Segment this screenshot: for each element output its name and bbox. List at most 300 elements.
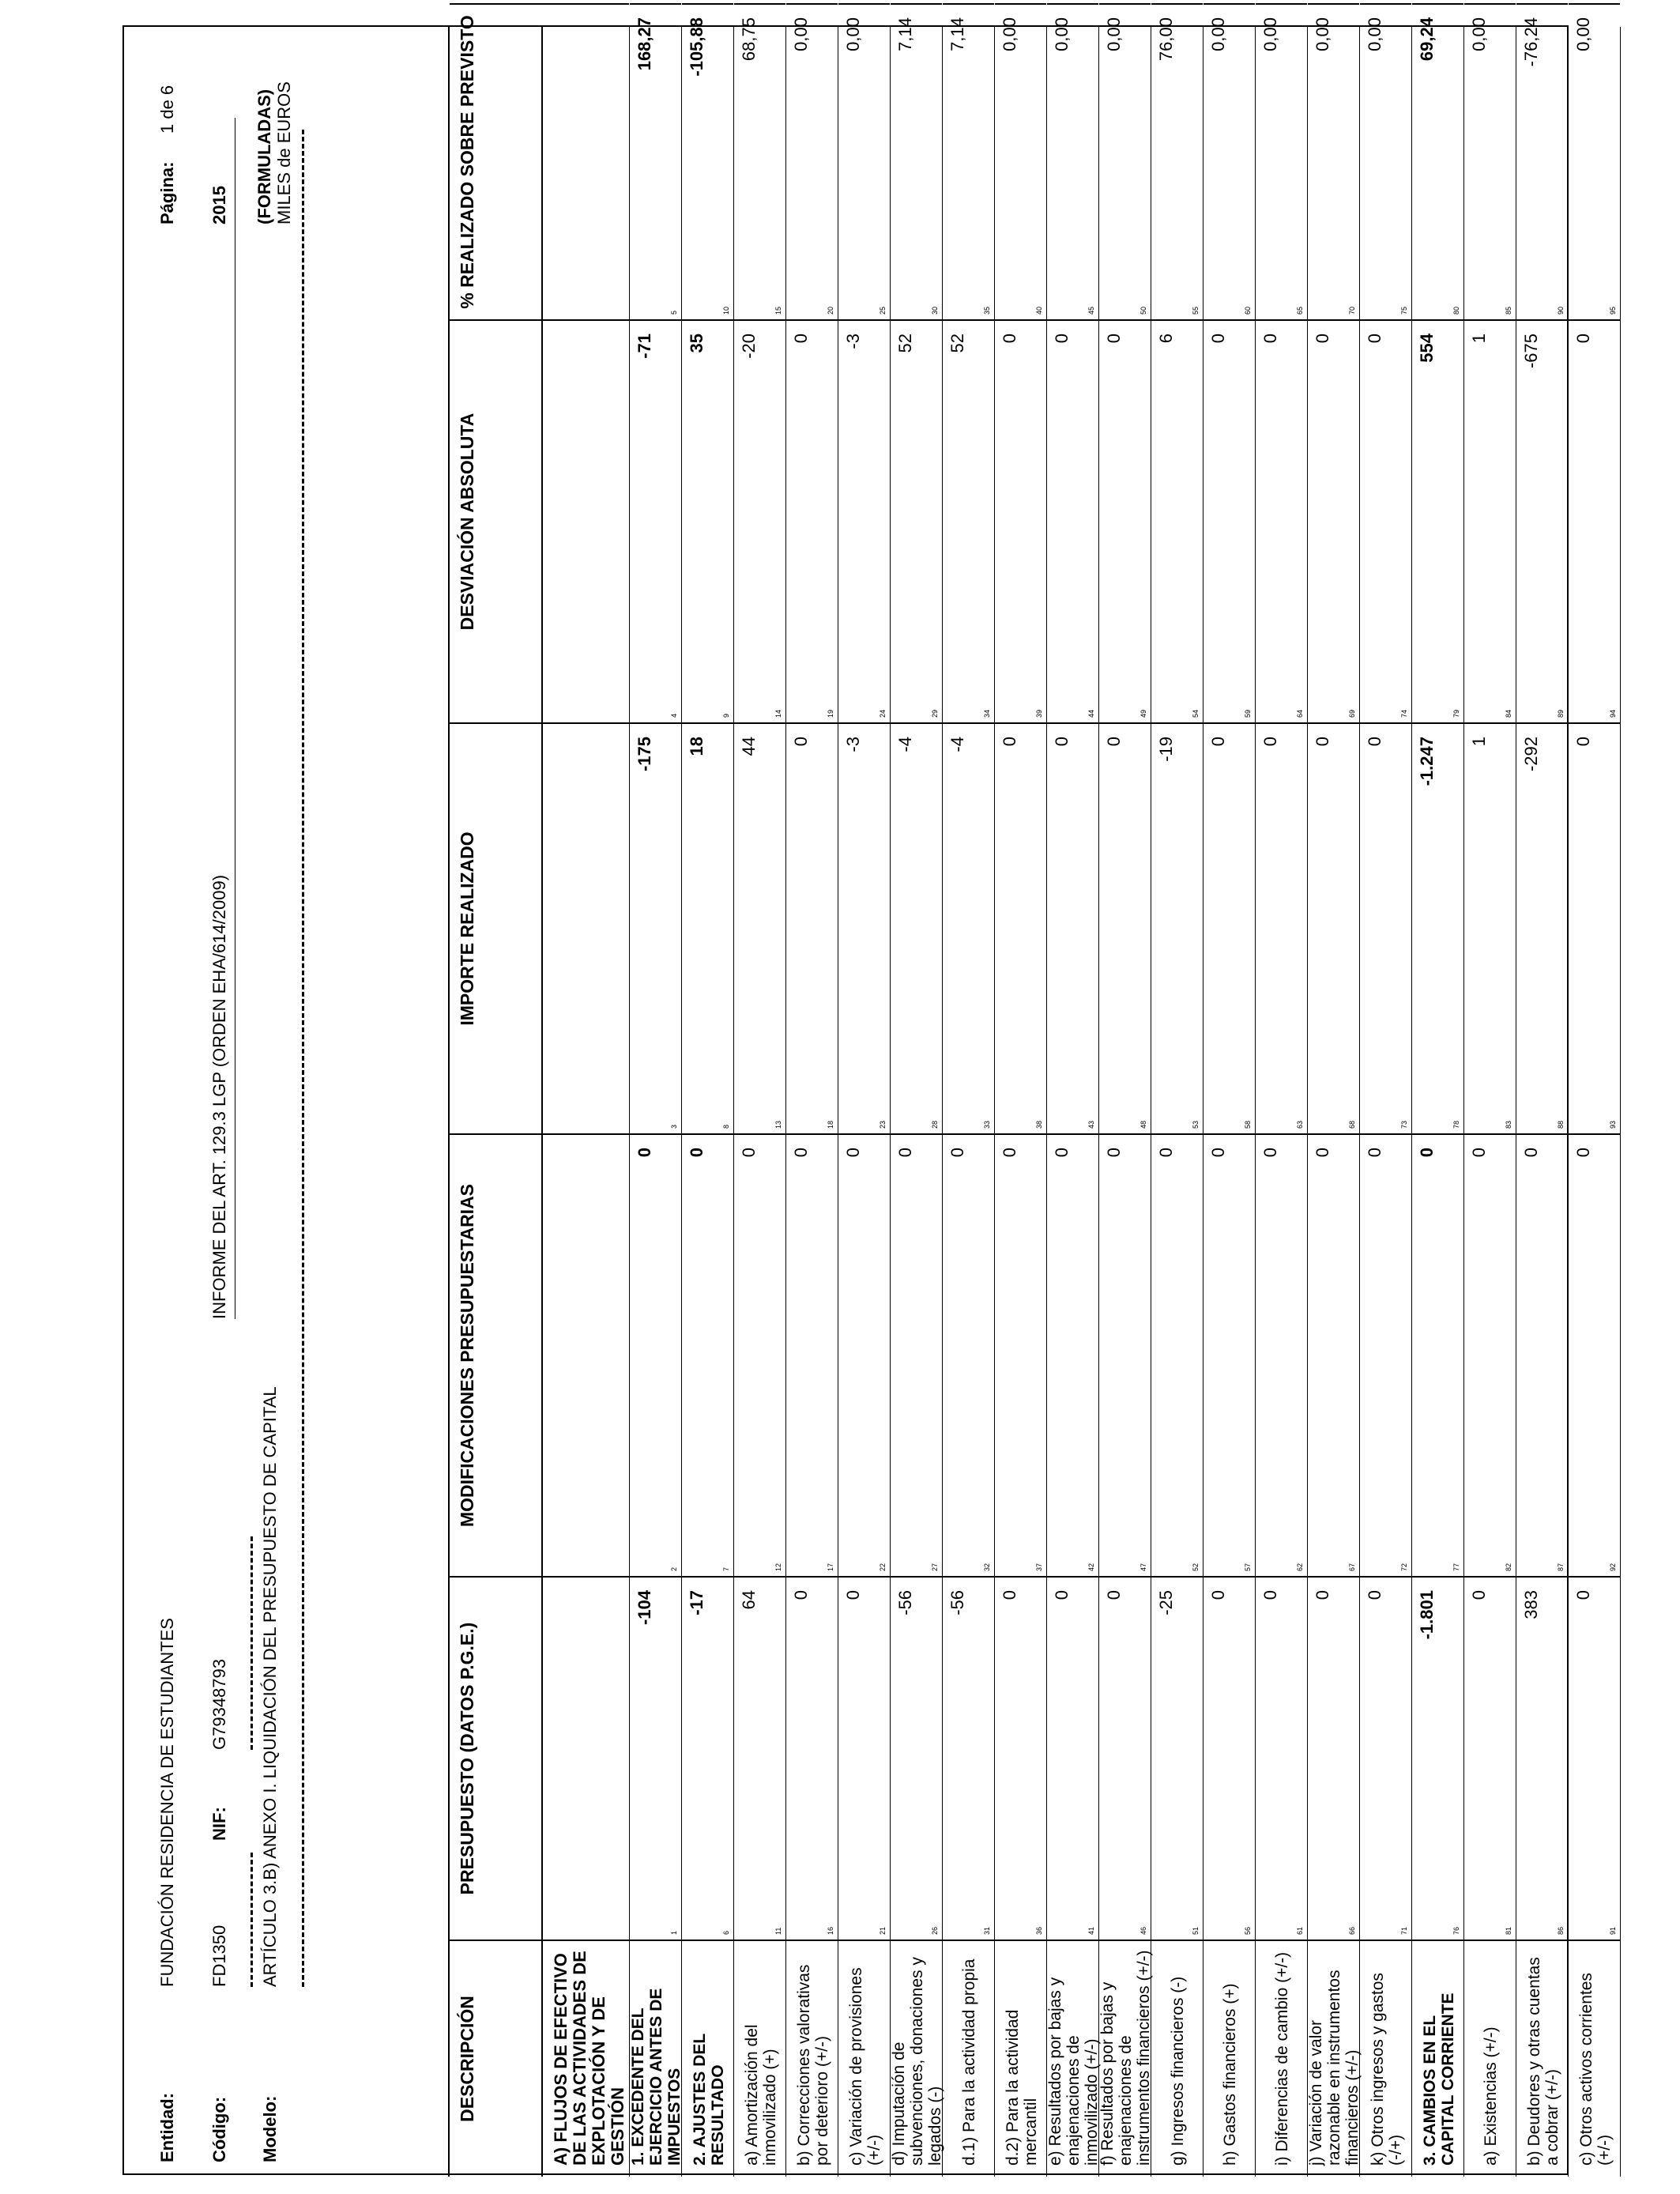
row-line-number: 1 bbox=[670, 1930, 678, 1935]
row-line-number: 41 bbox=[1087, 1926, 1095, 1935]
row-description bbox=[682, 1940, 733, 2177]
table-row bbox=[1360, 17, 1412, 2177]
row-line-number: 17 bbox=[827, 1563, 834, 1571]
row-line-number: 63 bbox=[1296, 1120, 1304, 1129]
row-line-number: 66 bbox=[1348, 1926, 1356, 1935]
entidad-label: Entidad: bbox=[157, 2093, 177, 2162]
presupuesto-value bbox=[1569, 1576, 1620, 1940]
row-line-number: 79 bbox=[1452, 709, 1460, 718]
row-line-number: 33 bbox=[983, 1120, 991, 1129]
row-line-number: 21 bbox=[879, 1926, 887, 1935]
row-line-number: 59 bbox=[1244, 709, 1252, 718]
presupuesto-value bbox=[734, 1576, 785, 1940]
row-description bbox=[1464, 1940, 1516, 2177]
desviacion-value bbox=[1412, 319, 1463, 722]
modificaciones-value-text: 0 bbox=[791, 1148, 811, 1158]
causa-value bbox=[1099, 0, 1151, 3]
desviacion-value-text: 52 bbox=[895, 334, 915, 353]
row-line-number: 95 bbox=[1609, 306, 1617, 315]
causa-value bbox=[1360, 0, 1411, 3]
table-header bbox=[448, 15, 543, 2177]
presupuesto-value-text: 0 bbox=[1260, 1590, 1280, 1600]
row-description bbox=[1256, 1940, 1307, 2177]
importe-value-text: 1 bbox=[1469, 737, 1489, 747]
row-line-number: 70 bbox=[1348, 306, 1356, 315]
nif-label: NIF: bbox=[209, 1807, 229, 1841]
row-line-number: 50 bbox=[1139, 306, 1147, 315]
modificaciones-value bbox=[734, 1133, 785, 1576]
row-line-number: 64 bbox=[1296, 709, 1304, 718]
porcentaje-value-text: -76,24 bbox=[1521, 17, 1541, 67]
porcentaje-value bbox=[682, 3, 733, 319]
row-line-number: 28 bbox=[931, 1120, 939, 1129]
importe-value bbox=[1256, 722, 1307, 1133]
presupuesto-value bbox=[1256, 1576, 1307, 1940]
desviacion-value bbox=[1047, 319, 1098, 722]
rotated-page-content bbox=[124, 15, 1617, 2177]
row-description bbox=[1099, 1940, 1151, 2177]
modificaciones-value bbox=[682, 1133, 733, 1576]
causa-value bbox=[1047, 0, 1098, 3]
row-line-number: 58 bbox=[1244, 1120, 1252, 1129]
importe-value-text: 0 bbox=[1208, 737, 1228, 747]
section-empty-cell bbox=[543, 319, 629, 722]
porcentaje-value-text: 68,75 bbox=[739, 17, 759, 62]
porcentaje-value bbox=[943, 3, 994, 319]
section-empty-cell bbox=[543, 1133, 629, 1576]
row-line-number: 24 bbox=[879, 709, 887, 718]
row-description-text: 1. EXCEDENTE DEL EJERCICIO ANTES DE IMPUESTOS bbox=[629, 1988, 684, 2166]
row-description bbox=[1203, 1940, 1255, 2177]
presupuesto-value bbox=[1203, 1576, 1255, 1940]
row-line-number: 74 bbox=[1400, 709, 1408, 718]
table-row bbox=[1046, 17, 1101, 2177]
desviacion-value-text: 0 bbox=[1313, 334, 1332, 344]
presupuesto-value bbox=[682, 1576, 733, 1940]
row-line-number: 5 bbox=[670, 310, 678, 315]
causa-value bbox=[838, 0, 890, 3]
section-title: A) FLUJOS DE EFECTIVO DE LAS ACTIVIDADES DE EXPLOTACIÓN Y DE GESTIÓN bbox=[543, 1940, 629, 2177]
modificaciones-value-text: 0 bbox=[1313, 1148, 1332, 1158]
presupuesto-value-text: 0 bbox=[1313, 1590, 1332, 1600]
importe-value-text: 18 bbox=[687, 737, 706, 756]
desviacion-value-text: 1 bbox=[1469, 334, 1489, 344]
nif-dash-line bbox=[250, 1536, 253, 1750]
porcentaje-value bbox=[891, 3, 942, 319]
row-line-number: 82 bbox=[1505, 1563, 1512, 1571]
porcentaje-value bbox=[1099, 3, 1151, 319]
presupuesto-value bbox=[786, 1576, 838, 1940]
presupuesto-value-text: 0 bbox=[1365, 1590, 1384, 1600]
porcentaje-value bbox=[1151, 3, 1203, 319]
modificaciones-value bbox=[995, 1133, 1046, 1576]
row-description-text: 3. CAMBIOS EN EL CAPITAL CORRIENTE bbox=[1420, 1992, 1457, 2166]
modificaciones-value-text: 0 bbox=[1104, 1148, 1124, 1158]
porcentaje-value-text: 0,00 bbox=[1000, 17, 1019, 51]
porcentaje-value-text: 0,00 bbox=[1260, 17, 1280, 51]
importe-value-text: -175 bbox=[635, 737, 654, 772]
section-empty-cell bbox=[543, 1576, 629, 1940]
porcentaje-value-text: -105,88 bbox=[687, 17, 706, 77]
presupuesto-value bbox=[1360, 1576, 1411, 1940]
table-row bbox=[943, 17, 995, 2177]
desviacion-value-text: 554 bbox=[1417, 334, 1437, 363]
row-description-text: d.2) Para la actividad mercantil bbox=[1003, 2009, 1040, 2166]
modificaciones-value bbox=[1151, 1133, 1203, 1576]
col-header-importe: IMPORTE REALIZADO bbox=[450, 722, 543, 1133]
row-line-number: 57 bbox=[1244, 1563, 1252, 1571]
desviacion-value bbox=[1203, 319, 1255, 722]
importe-value bbox=[682, 722, 733, 1133]
row-description bbox=[1307, 1940, 1362, 2177]
porcentaje-value-text: 0,00 bbox=[1104, 17, 1124, 51]
table-row bbox=[890, 17, 944, 2177]
porcentaje-value bbox=[1256, 3, 1307, 319]
row-description-text: j) Variación de valor razonable en instrumentos financieros (+/-) bbox=[1307, 1970, 1362, 2166]
modificaciones-value bbox=[1256, 1133, 1307, 1576]
importe-value bbox=[1464, 722, 1516, 1133]
table-row bbox=[1151, 17, 1203, 2177]
causa-value bbox=[1464, 0, 1516, 3]
causa-value bbox=[1412, 0, 1463, 3]
nif-value: G79348793 bbox=[209, 1659, 229, 1750]
row-line-number: 87 bbox=[1557, 1563, 1565, 1571]
desviacion-value bbox=[1464, 319, 1516, 722]
desviacion-value-text: 6 bbox=[1156, 334, 1176, 344]
porcentaje-value bbox=[630, 3, 681, 319]
row-line-number: 16 bbox=[827, 1926, 834, 1935]
presupuesto-value-text: -104 bbox=[635, 1590, 654, 1626]
codigo-value: FD1350 bbox=[209, 1924, 229, 1987]
modificaciones-value-text: 0 bbox=[1521, 1148, 1541, 1158]
importe-value bbox=[838, 722, 890, 1133]
row-line-number: 43 bbox=[1087, 1120, 1095, 1129]
col-header-desviacion: DESVIACIÓN ABSOLUTA bbox=[450, 319, 543, 722]
row-line-number: 61 bbox=[1296, 1926, 1304, 1935]
row-description bbox=[995, 1940, 1046, 2177]
desviacion-value-text: -3 bbox=[843, 334, 863, 349]
table-row bbox=[995, 17, 1047, 2177]
row-description-text: b) Deudores y otras cuentas a cobrar (+/-) bbox=[1524, 1957, 1561, 2166]
porcentaje-value bbox=[1203, 3, 1255, 319]
row-line-number: 49 bbox=[1139, 709, 1147, 718]
modificaciones-value-text: 0 bbox=[1573, 1148, 1593, 1158]
modificaciones-value-text: 0 bbox=[895, 1148, 915, 1158]
importe-value-text: -292 bbox=[1521, 737, 1541, 772]
porcentaje-value-text: 0,00 bbox=[1469, 17, 1489, 51]
row-line-number: 75 bbox=[1400, 306, 1408, 315]
porcentaje-value-text: 76,00 bbox=[1156, 17, 1176, 62]
presupuesto-value-text: 0 bbox=[791, 1590, 811, 1600]
section-row bbox=[543, 27, 630, 2177]
row-line-number: 85 bbox=[1505, 306, 1512, 315]
row-description-text: i) Diferencias de cambio (+/-) bbox=[1273, 1951, 1291, 2166]
row-description-text: a) Existencias (+/-) bbox=[1482, 2026, 1500, 2166]
importe-value-text: 0 bbox=[1104, 737, 1124, 747]
row-line-number: 86 bbox=[1557, 1926, 1565, 1935]
year: 2015 bbox=[209, 186, 229, 224]
codigo-label: Código: bbox=[209, 2096, 229, 2162]
desviacion-value-text: -20 bbox=[739, 334, 759, 359]
causa-value bbox=[682, 0, 733, 3]
section-empty-cell bbox=[543, 722, 629, 1133]
importe-value bbox=[943, 722, 994, 1133]
importe-value bbox=[1360, 722, 1411, 1133]
row-description-text: k) Otros ingresos y gastos (-/+) bbox=[1368, 1973, 1405, 2166]
porcentaje-value bbox=[995, 3, 1046, 319]
presupuesto-value-text: 0 bbox=[1208, 1590, 1228, 1600]
modificaciones-value-text: 0 bbox=[1260, 1148, 1280, 1158]
row-line-number: 6 bbox=[722, 1930, 730, 1935]
row-line-number: 19 bbox=[827, 709, 834, 718]
presupuesto-value-text: 383 bbox=[1521, 1590, 1541, 1619]
desviacion-value bbox=[891, 319, 942, 722]
row-line-number: 76 bbox=[1452, 1926, 1460, 1935]
desviacion-value bbox=[838, 319, 890, 722]
row-line-number: 26 bbox=[931, 1926, 939, 1935]
presupuesto-value-text: 0 bbox=[1052, 1590, 1072, 1600]
row-line-number: 32 bbox=[983, 1563, 991, 1571]
causa-value bbox=[630, 0, 681, 3]
presupuesto-value-text: -56 bbox=[895, 1590, 915, 1615]
importe-value bbox=[1203, 722, 1255, 1133]
row-line-number: 38 bbox=[1035, 1120, 1043, 1129]
table-row bbox=[734, 17, 786, 2177]
row-line-number: 30 bbox=[931, 306, 939, 315]
modificaciones-value-text: 0 bbox=[1156, 1148, 1176, 1158]
row-description bbox=[629, 1940, 684, 2177]
porcentaje-value-text: 0,00 bbox=[1313, 17, 1332, 51]
causa-value bbox=[1256, 0, 1307, 3]
units-label: MILES de EUROS bbox=[274, 81, 294, 224]
desviacion-value-text: 0 bbox=[791, 334, 811, 344]
table-row bbox=[1203, 17, 1256, 2177]
row-line-number: 15 bbox=[774, 306, 782, 315]
causa-value bbox=[1308, 0, 1359, 3]
row-line-number: 78 bbox=[1452, 1120, 1460, 1129]
row-description-text: d.1) Para la actividad propia bbox=[960, 1958, 978, 2166]
presupuesto-value-text: -1.801 bbox=[1417, 1590, 1437, 1640]
importe-value-text: 0 bbox=[1052, 737, 1072, 747]
row-line-number: 91 bbox=[1609, 1926, 1617, 1935]
table-row bbox=[629, 17, 684, 2177]
entidad-value: FUNDACIÓN RESIDENCIA DE ESTUDIANTES bbox=[157, 1618, 177, 1987]
modificaciones-value bbox=[838, 1133, 890, 1576]
row-description bbox=[891, 1940, 942, 2177]
table-row bbox=[1098, 17, 1153, 2177]
desviacion-value-text: 0 bbox=[1365, 334, 1384, 344]
row-line-number: 80 bbox=[1452, 306, 1460, 315]
table-row bbox=[1516, 17, 1569, 2177]
importe-value-text: -19 bbox=[1156, 737, 1176, 762]
presupuesto-value bbox=[1047, 1576, 1098, 1940]
row-description-text: e) Resultados por bajas y enajenaciones de inmovilizado (+/-) bbox=[1046, 1977, 1101, 2166]
presupuesto-value bbox=[838, 1576, 890, 1940]
table-row bbox=[786, 17, 838, 2177]
modelo-value: ARTÍCULO 3.B) ANEXO I. LIQUIDACIÓN DEL PRESUPUESTO DE CAPITAL bbox=[260, 1386, 280, 1987]
importe-value-text: -4 bbox=[895, 737, 915, 752]
row-line-number: 37 bbox=[1035, 1563, 1043, 1571]
modificaciones-value-text: 0 bbox=[1208, 1148, 1228, 1158]
porcentaje-value bbox=[838, 3, 890, 319]
row-line-number: 84 bbox=[1505, 709, 1512, 718]
row-description bbox=[943, 1940, 994, 2177]
codigo-dash-line bbox=[250, 1853, 253, 1987]
row-line-number: 77 bbox=[1452, 1563, 1460, 1571]
row-line-number: 94 bbox=[1609, 709, 1617, 718]
porcentaje-value-text: 7,14 bbox=[947, 17, 967, 51]
desviacion-value bbox=[786, 319, 838, 722]
row-description-text: 2. AJUSTES DEL RESULTADO bbox=[690, 2034, 727, 2166]
row-line-number: 48 bbox=[1139, 1120, 1147, 1129]
row-line-number: 14 bbox=[774, 709, 782, 718]
row-line-number: 88 bbox=[1557, 1120, 1565, 1129]
table-row bbox=[1569, 17, 1621, 2177]
row-line-number: 22 bbox=[879, 1563, 887, 1571]
modificaciones-value bbox=[943, 1133, 994, 1576]
importe-value-text: -1.247 bbox=[1417, 737, 1437, 786]
modificaciones-value-text: 0 bbox=[1469, 1148, 1489, 1158]
row-line-number: 60 bbox=[1244, 306, 1252, 315]
row-line-number: 27 bbox=[931, 1563, 939, 1571]
presupuesto-value bbox=[1516, 1576, 1568, 1940]
importe-value-text: 0 bbox=[1365, 737, 1384, 747]
row-description bbox=[786, 1940, 838, 2177]
row-line-number: 36 bbox=[1035, 1926, 1043, 1935]
col-header-descripcion: DESCRIPCIÓN bbox=[450, 1940, 543, 2177]
row-line-number: 51 bbox=[1192, 1926, 1200, 1935]
table-row bbox=[1256, 17, 1308, 2177]
importe-value bbox=[891, 722, 942, 1133]
modificaciones-value-text: 0 bbox=[1000, 1148, 1019, 1158]
presupuesto-value-text: -17 bbox=[687, 1590, 706, 1615]
row-line-number: 54 bbox=[1192, 709, 1200, 718]
row-description-text: d) Imputación de subvenciones, donaciones y legados (-) bbox=[890, 1957, 944, 2166]
porcentaje-value bbox=[786, 3, 838, 319]
informe-title: INFORME DEL ART. 129.3 LGP (ORDEN EHA/614/2009) bbox=[209, 874, 229, 1319]
row-line-number: 67 bbox=[1348, 1563, 1356, 1571]
modificaciones-value bbox=[1464, 1133, 1516, 1576]
causa-value bbox=[1516, 0, 1568, 3]
causa-value bbox=[734, 0, 785, 3]
modificaciones-value-text: 0 bbox=[1417, 1148, 1437, 1158]
importe-value-text: 0 bbox=[1000, 737, 1019, 747]
porcentaje-value bbox=[1464, 3, 1516, 319]
table-row bbox=[1412, 17, 1464, 2177]
importe-value-text: 44 bbox=[739, 737, 759, 756]
row-line-number: 45 bbox=[1087, 306, 1095, 315]
row-line-number: 68 bbox=[1348, 1120, 1356, 1129]
desviacion-value-text: 0 bbox=[1208, 334, 1228, 344]
porcentaje-value bbox=[1308, 3, 1359, 319]
presupuesto-value-text: 0 bbox=[1104, 1590, 1124, 1600]
porcentaje-value-text: 69,24 bbox=[1417, 17, 1437, 62]
importe-value-text: -4 bbox=[947, 737, 967, 752]
row-line-number: 71 bbox=[1400, 1926, 1408, 1935]
row-line-number: 90 bbox=[1557, 306, 1565, 315]
importe-value bbox=[1151, 722, 1203, 1133]
modificaciones-value bbox=[1099, 1133, 1151, 1576]
formuladas-label: (FORMULADAS) bbox=[254, 89, 274, 224]
desviacion-value bbox=[1360, 319, 1411, 722]
modificaciones-value-text: 0 bbox=[635, 1148, 654, 1158]
modificaciones-value bbox=[1412, 1133, 1463, 1576]
porcentaje-value bbox=[734, 3, 785, 319]
porcentaje-value-text: 168,27 bbox=[635, 17, 654, 71]
row-description bbox=[734, 1940, 785, 2177]
causa-value bbox=[1569, 0, 1620, 3]
presupuesto-value bbox=[1308, 1576, 1359, 1940]
modificaciones-value-text: 0 bbox=[947, 1148, 967, 1158]
modelo-label: Modelo: bbox=[260, 2095, 280, 2162]
modificaciones-value-text: 0 bbox=[739, 1148, 759, 1158]
row-description-text: f) Resultados por bajas y enajenaciones de instrumentos financieros (+/-) bbox=[1098, 1950, 1153, 2166]
row-description-text: a) Amortización del inmovilizado (+) bbox=[742, 2024, 779, 2166]
importe-value bbox=[1516, 722, 1568, 1133]
liquidation-table bbox=[448, 15, 1617, 2177]
desviacion-value-text: 0 bbox=[1000, 334, 1019, 344]
row-line-number: 47 bbox=[1139, 1563, 1147, 1571]
porcentaje-value-text: 0,00 bbox=[1365, 17, 1384, 51]
desviacion-value-text: 0 bbox=[1104, 334, 1124, 344]
row-line-number: 18 bbox=[827, 1120, 834, 1129]
modificaciones-value bbox=[630, 1133, 681, 1576]
row-line-number: 9 bbox=[722, 713, 730, 718]
presupuesto-value-text: 0 bbox=[843, 1590, 863, 1600]
row-line-number: 83 bbox=[1505, 1120, 1512, 1129]
row-description bbox=[1569, 1940, 1620, 2177]
row-description bbox=[1151, 1940, 1203, 2177]
modificaciones-value-text: 0 bbox=[1052, 1148, 1072, 1158]
importe-value bbox=[995, 722, 1046, 1133]
porcentaje-value bbox=[1412, 3, 1463, 319]
causa-value bbox=[891, 0, 942, 3]
desviacion-value bbox=[1256, 319, 1307, 722]
importe-value bbox=[734, 722, 785, 1133]
col-header-causa bbox=[450, 0, 543, 3]
presupuesto-value-text: 0 bbox=[1000, 1590, 1019, 1600]
row-line-number: 69 bbox=[1348, 709, 1356, 718]
presupuesto-value bbox=[1464, 1576, 1516, 1940]
row-line-number: 12 bbox=[774, 1563, 782, 1571]
row-line-number: 20 bbox=[827, 306, 834, 315]
row-line-number: 40 bbox=[1035, 306, 1043, 315]
row-line-number: 2 bbox=[670, 1566, 678, 1571]
pagina-value: 1 de 6 bbox=[157, 85, 177, 134]
desviacion-value bbox=[1516, 319, 1568, 722]
presupuesto-value-text: 0 bbox=[1469, 1590, 1489, 1600]
causa-value bbox=[995, 0, 1046, 3]
row-line-number: 25 bbox=[879, 306, 887, 315]
document-page bbox=[122, 15, 1617, 2175]
importe-value bbox=[1047, 722, 1098, 1133]
section-empty-cell bbox=[543, 3, 629, 319]
modificaciones-value-text: 0 bbox=[687, 1148, 706, 1158]
modificaciones-value-text: 0 bbox=[1365, 1148, 1384, 1158]
modificaciones-value bbox=[1308, 1133, 1359, 1576]
row-line-number: 3 bbox=[670, 1124, 678, 1129]
modificaciones-value bbox=[1360, 1133, 1411, 1576]
col-header-porcentaje: % REALIZADO SOBRE PREVISTO bbox=[450, 3, 543, 319]
porcentaje-value-text: 0,00 bbox=[1208, 17, 1228, 51]
row-line-number: 23 bbox=[879, 1120, 887, 1129]
causa-value bbox=[943, 0, 994, 3]
row-line-number: 44 bbox=[1087, 709, 1095, 718]
porcentaje-value bbox=[1047, 3, 1098, 319]
importe-value bbox=[1308, 722, 1359, 1133]
modificaciones-value bbox=[891, 1133, 942, 1576]
row-line-number: 4 bbox=[670, 713, 678, 718]
